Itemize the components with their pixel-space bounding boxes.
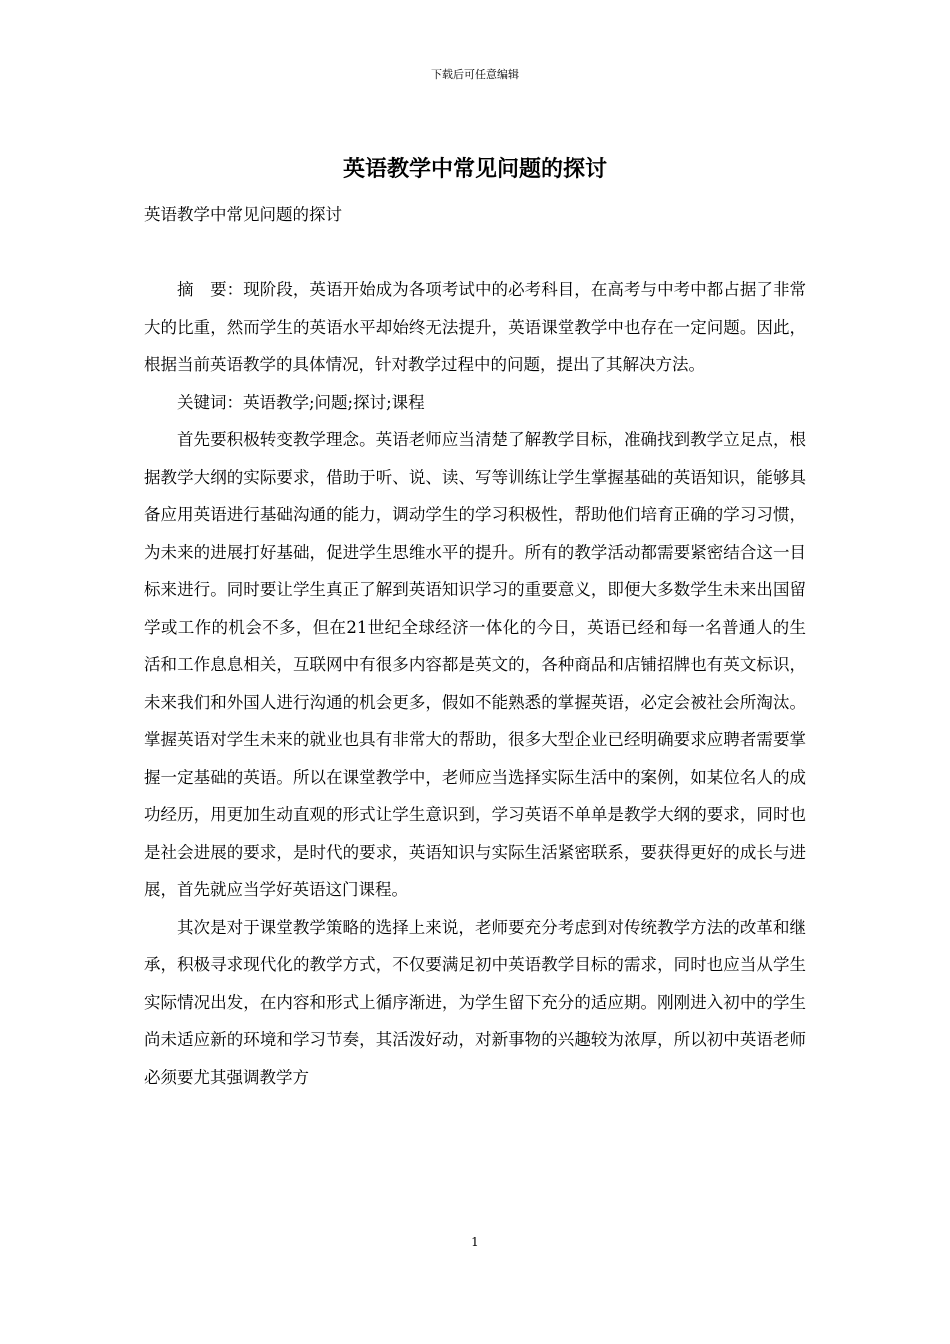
document-body bbox=[144, 196, 806, 1096]
abstract-paragraph: 摘 要：现阶段，英语开始成为各项考试中的必考科目，在高考与中考中都占据了非常大的比重，然而学生的英语水平却始终无法提升，英语课堂教学中也存在一定问题。因此，根据当前英语教学的具体情况，针对教学过程中的问题，提出了其解决方法。 bbox=[144, 280, 806, 374]
body-paragraph: 其次是对于课堂教学策略的选择上来说，老师要充分考虑到对传统教学方法的改革和继承，积极寻求现代化的教学方式，不仅要满足初中英语教学目标的需求，同时也应当从学生实际情况出发，在内容和形式上循序渐进，为学生留下充分的适应期。刚刚进入初中的学生尚未适应新的环境和学习节奏，其活泼好动，对新事物的兴趣较为浓厚，所以初中英语老师必须要尤其强调教学方 bbox=[144, 917, 806, 1087]
blank-line bbox=[144, 234, 806, 272]
page-number: 1 bbox=[471, 1235, 479, 1249]
body-paragraph: 首先要积极转变教学理念。英语老师应当清楚了解教学目标，准确找到教学立足点，根据教学大纲的实际要求，借助于听、说、读、写等训练让学生掌握基础的英语知识，能够具备应用英语进行基础沟通的能力，调动学生的学习积极性，帮助他们培育正确的学习习惯，为未来的进展打好基础，促进学生思维水平的提升。所有的教学活动都需要紧密结合这一目标来进行。同时要让学生真正了解到英语知识学习的重要意义，即便大多数学生未来出国留学或工作的机会不多，但在21世纪全球经济一体化的今日，英语已经和每一名普通人的生活和工作息息相关，互联网中有很多内容都是英文的，各种商品和店铺招牌也有英文标识，未来我们和外国人进行沟通的机会更多，假如不能熟悉的掌握英语，必定会被社会所淘汰。掌握英语对学生未来的就业也具有非常大的帮助，很多大型企业已经明确要求应聘者需要掌握一定基础的英语。所以在课堂教学中，老师应当选择实际生活中的案例，如某位名人的成功经历，用更加生动直观的形式让学生意识到，学习英语不单单是教学大纲的要求，同时也是社会进展的要求，是时代的要求，英语知识与实际生活紧密联系，要获得更好的成长与进展，首先就应当学好英语这门课程。 bbox=[144, 430, 806, 899]
header-note: 下载后可任意编辑 bbox=[431, 68, 519, 81]
keywords-paragraph: 关键词：英语教学;问题;探讨;课程 bbox=[177, 392, 425, 412]
document-title: 英语教学中常见问题的探讨 bbox=[342, 156, 607, 182]
document-subtitle: 英语教学中常见问题的探讨 bbox=[144, 205, 342, 224]
